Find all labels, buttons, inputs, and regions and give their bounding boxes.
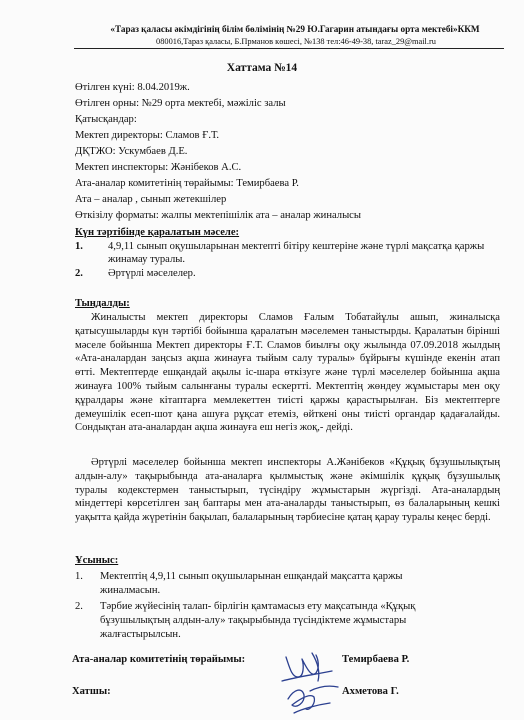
resolution-item-text: жиналмасын. — [100, 585, 161, 596]
signature-role: Ата-аналар комитетінің төрайымы: — [72, 654, 246, 665]
handwritten-signature — [272, 647, 352, 720]
header-divider — [74, 48, 504, 49]
participant-inspector: Мектеп инспекторы: Жәнібеков А.С. — [75, 162, 242, 173]
resolution-item-text: Мектептің 4,9,11 сынып оқушыларынан ешқандай мақсатта қаржы — [100, 571, 403, 582]
signature-name: Темирбаева Р. — [342, 654, 410, 665]
heard-paragraph: Жиналысты мектеп директоры Сламов Ғалым Тобатайұлы ашып, жиналысқа қатысушыларды күн тәртібі бойынша қаралатын мәселемен таныстырды. Қаралатын бірінші мәселе бойынша Мектеп директоры Ғ.Т. Сламов биылғы оқу жылында 07.09.2018 жылдың «Ата-аналардан заңсыз ақша жинауға тыйым салу туралы» бұйрығы күшінде екенін атап өтті. Мектептерде ешқандай ақылы іс-шара өткізуге және түрлі мәселелер бойынша ақша жинауға 100% тыйым салынғаны туралы ескертті. Мектептің жөндеу жұмыстары мен оқу құралдары және кітаптарға мемлекеттен тиісті қаржы қарастырылған. Біз мектептерге демеушілік есеп-шот қана ашуға рұқсат етеміз, өйткені оны тиісті органдар қадағалайды. Сондықтан ата-аналардан ақша жинауға еш негіз жоқ,- дейді. — [75, 312, 500, 434]
heard-paragraph: Әртүрлі мәселелер бойынша мектеп инспекторы А.Жәнібеков «Құқық бұзушылықтың алдын-алу» тақырыбында ата-аналарға қылмыстық және әкімшілік құқық бұзушылық туралы кодекстермен таныстырып, түсіндіру жұмыстарын жүргізді. Ата-аналардың міндеттері көрсетілген заң баптары мен ата-аналарды таныстырып, өз балаларының кешкі уақытта қайда жүретінін бақылап, балаларының тәрбиесіне қатаң қарау туралы кеңес берді. — [75, 457, 500, 524]
resolution-item-number: 2. — [75, 601, 83, 612]
participant-director: Мектеп директоры: Сламов Ғ.Т. — [75, 130, 220, 141]
participant-parents: Ата – аналар , сынып жетекшілер — [75, 194, 227, 205]
document-title: Хаттама №14 — [226, 62, 298, 74]
meeting-date: Өтілген күні: 8.04.2019ж. — [75, 82, 190, 93]
meeting-format: Өткізілу форматы: жалпы мектепішілік ата – аналар жиналысы — [75, 210, 362, 221]
organization-address: 080016,Тараз қаласы, Б.Прманов көшесі, №138 тел:46-49-38, taraz_29@mail.ru — [156, 37, 436, 46]
resolution-item-number: 1. — [75, 571, 83, 582]
heard-heading: Тыңдалды: — [75, 298, 130, 309]
agenda-item-text: Әртүрлі мәселелер. — [108, 268, 196, 279]
agenda-heading: Күн тәртібінде қаралатын мәселе: — [75, 227, 240, 238]
participant-deputy: ДҚТЖО: Ускумбаев Д.Е. — [75, 146, 188, 157]
signature-name: Ахметова Г. — [342, 686, 399, 697]
signature-role: Хатшы: — [72, 686, 111, 697]
participant-committee-chair: Ата-аналар комитетінің төрайымы: Темирбаева Р. — [75, 178, 299, 189]
participants-heading: Қатысқандар: — [75, 114, 137, 125]
resolution-heading: Ұсыныс: — [75, 555, 119, 566]
organization-name: «Тараз қаласы әкімдігінің білім бөлімінің №29 Ю.Гагарин атындағы орта мектебі»ККМ — [110, 24, 480, 34]
agenda-item-number: 2. — [75, 268, 83, 279]
agenda-item-text: 4,9,11 сынып оқушыларынан мектепті бітіру кештеріне және түрлі мақсатқа қаржы жинамау туралы. — [108, 241, 485, 265]
agenda-item-number: 1. — [75, 241, 83, 252]
meeting-place: Өтілген орны: №29 орта мектебі, мәжіліс залы — [75, 98, 286, 109]
resolution-item-text: Тәрбие жүйесінің талап- бірлігін қамтамасыз ету мақсатында «Құқық — [100, 601, 416, 612]
resolution-item-text: жалғастырылсын. — [100, 629, 181, 640]
resolution-item-text: бұзушылықтың алдын-алу» тақырыбында түсіндіктеме жұмыстары — [100, 615, 407, 626]
